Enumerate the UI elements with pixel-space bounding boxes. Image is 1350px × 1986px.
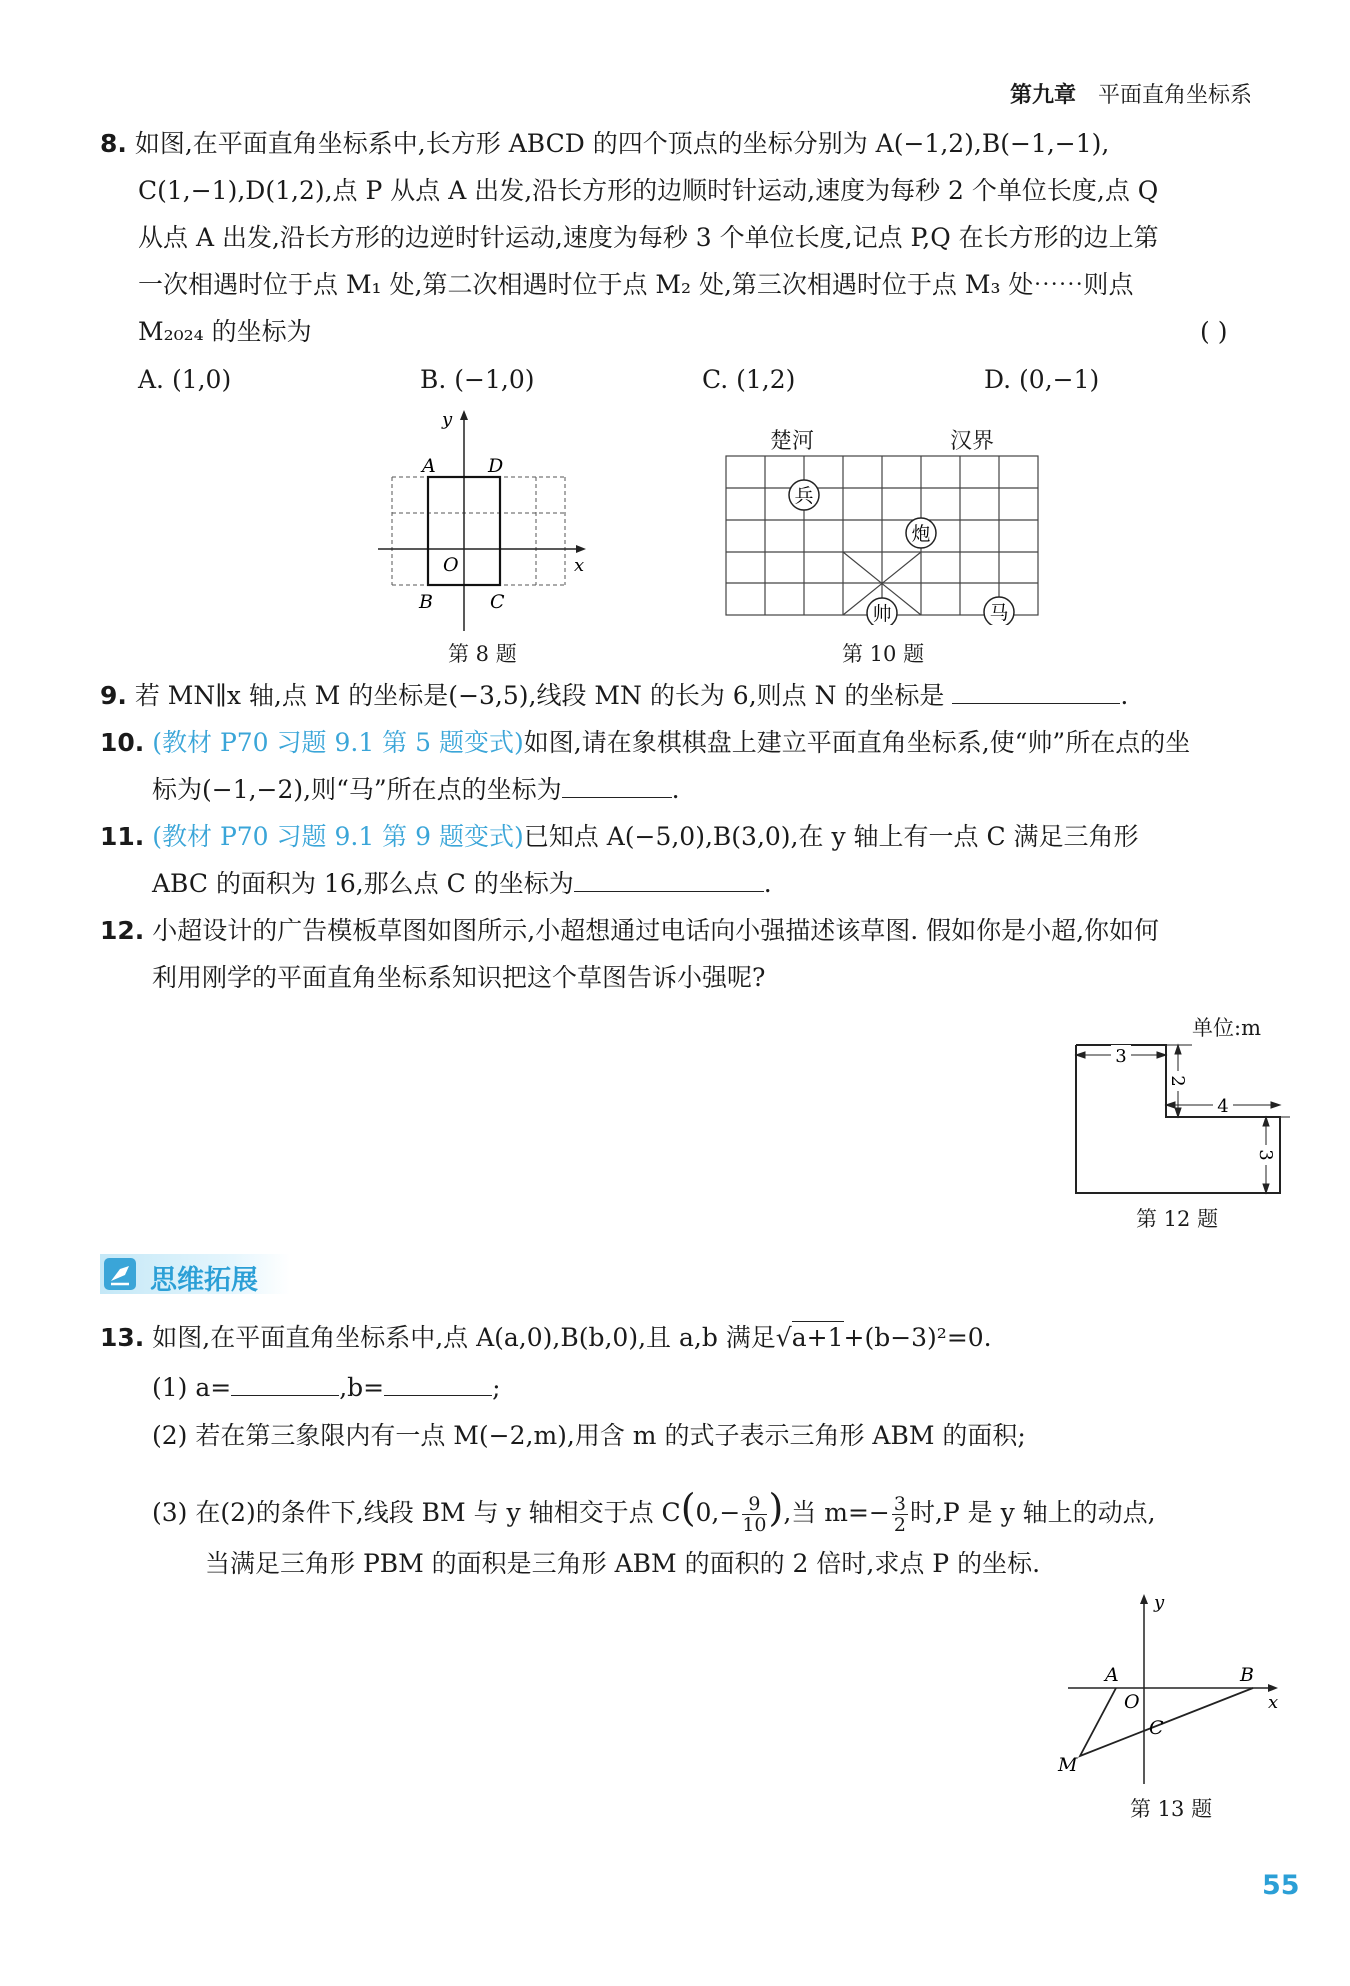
figure-13 — [1050, 1588, 1290, 1788]
svg-text:x: x — [1268, 1692, 1279, 1713]
q8-option-a: A. (1,0) — [138, 365, 232, 394]
fig12-unit: 单位:m — [1192, 1016, 1261, 1040]
piece-ma — [984, 597, 1014, 625]
q11-number: 11. — [100, 822, 145, 851]
fig8-label-c: C — [490, 591, 505, 613]
fig8-caption: 第 8 题 — [448, 642, 517, 666]
fig8-label-o: O — [443, 554, 459, 576]
piece-shuai-label: 帅 — [872, 603, 892, 625]
q8-line5: M₂₀₂₄ 的坐标为 — [138, 317, 312, 346]
sqrt-content: a+1 — [791, 1323, 844, 1352]
chapter-label: 第九章 — [1010, 83, 1077, 108]
fig12-dim-mid: 4 — [1217, 1096, 1229, 1117]
q13-part2: (2) 若在第三象限内有一点 M(−2,m),用含 m 的式子表示三角形 ABM 的面积; — [152, 1421, 1026, 1450]
fig8-label-y: y — [442, 409, 453, 430]
fig8-label-d: D — [488, 455, 504, 477]
q9-number: 9. — [100, 681, 127, 710]
page-header — [1010, 78, 1252, 109]
q8-option-c: C. (1,2) — [702, 365, 796, 394]
q8-option-b: B. (−1,0) — [420, 365, 535, 394]
q13-part3-line2: 当满足三角形 PBM 的面积是三角形 ABM 的面积的 2 倍时,求点 P 的坐标. — [205, 1549, 1041, 1578]
piece-ma-label: 马 — [989, 602, 1009, 624]
svg-text:B: B — [1240, 1664, 1254, 1686]
q12-line2: 利用刚学的平面直角坐标系知识把这个草图告诉小强呢? — [152, 963, 766, 992]
fig8-label-a: A — [422, 455, 436, 477]
q10-line1: 10. (教材 P70 习题 9.1 第 5 题变式)如图,请在象棋棋盘上建立平面直角坐标系,使“帅”所在点的坐 — [100, 728, 1191, 757]
q11-source: (教材 P70 习题 9.1 第 9 题变式) — [152, 822, 524, 851]
fig13-triangle — [1080, 1688, 1253, 1756]
q9-answer-blank[interactable] — [952, 681, 1120, 704]
q11-answer-blank[interactable] — [574, 869, 764, 892]
q12-number: 12. — [100, 916, 145, 945]
q8-line2: C(1,−1),D(1,2),点 P 从点 A 出发,沿长方形的边顺时针运动,速度为每秒 2 个单位长度,点 Q — [138, 176, 1159, 205]
fig12-dim-top: 3 — [1115, 1046, 1127, 1067]
q13-frac-3-2: $\frac{3}{2}$ — [893, 1493, 906, 1536]
piece-pao-label: 炮 — [911, 523, 931, 545]
svg-text:C: C — [1149, 1717, 1164, 1739]
q10-answer-blank[interactable] — [562, 775, 672, 798]
sqrt-sign: √ — [775, 1323, 792, 1352]
fig10-river-left: 楚河 — [770, 429, 815, 454]
fig13-caption: 第 13 题 — [1130, 1797, 1213, 1821]
q11-line2: ABC 的面积为 16,那么点 C 的坐标为 . — [152, 869, 772, 898]
q12-line1: 12. 小超设计的广告模板草图如图所示,小超想通过电话向小强描述该草图. 假如你是小超,你如何 — [100, 916, 1160, 945]
svg-text:M: M — [1058, 1754, 1078, 1776]
section-title: 思维拓展 — [150, 1265, 258, 1296]
piece-pao — [906, 518, 936, 548]
q13-part3: (3) 在(2)的条件下,线段 BM 与 y 轴相交于点 C(0,− $\frac{9}{10}$ ),当 m=− $\frac{3}{2}$ 时,P 是 y 轴上的动点, — [152, 1486, 1156, 1536]
q13-b-blank[interactable] — [384, 1373, 492, 1396]
q8-line3: 从点 A 出发,沿长方形的边逆时针运动,速度为每秒 3 个单位长度,记点 P,Q 在长方形的边上第 — [138, 223, 1159, 252]
fig10-caption: 第 10 题 — [842, 642, 925, 666]
chapter-title: 平面直角坐标系 — [1098, 83, 1253, 108]
q8-option-d: D. (0,−1) — [984, 365, 1100, 394]
svg-text:A: A — [1105, 1664, 1119, 1686]
piece-bing — [789, 480, 819, 510]
fig10-river-right: 汉界 — [950, 429, 995, 454]
q11-line1: 11. (教材 P70 习题 9.1 第 9 题变式)已知点 A(−5,0),B(3,0),在 y 轴上有一点 C 满足三角形 — [100, 822, 1139, 851]
svg-text:y: y — [1154, 1592, 1165, 1613]
fig12-dim-left: 2 — [1167, 1075, 1188, 1087]
fig8-label-x: x — [574, 555, 585, 576]
q8-line4: 一次相遇时位于点 M₁ 处,第二次相遇时位于点 M₂ 处,第三次相遇时位于点 M₃ 处⋯⋯则点 — [138, 270, 1134, 299]
q13-line1: 13. 如图,在平面直角坐标系中,点 A(a,0),B(b,0),且 a,b 满足√a+1+(b−3)²=0. — [100, 1323, 992, 1352]
q8-answer-paren: ( ) — [1200, 317, 1228, 346]
q13-a-blank[interactable] — [231, 1373, 339, 1396]
fig8-label-b: B — [419, 591, 433, 613]
figure-12 — [1068, 1035, 1293, 1200]
svg-text:O: O — [1124, 1691, 1140, 1713]
page-number: 55 — [1262, 1870, 1300, 1901]
q10-source: (教材 P70 习题 9.1 第 5 题变式) — [152, 728, 524, 757]
piece-bing-label: 兵 — [794, 485, 814, 507]
q13-number: 13. — [100, 1323, 145, 1352]
piece-shuai — [867, 598, 897, 625]
q10-number: 10. — [100, 728, 145, 757]
fig12-dim-right: 3 — [1255, 1149, 1276, 1161]
q8-line1: 8. 如图,在平面直角坐标系中,长方形 ABCD 的四个顶点的坐标分别为 A(−1,2),B(−1,−1), — [100, 129, 1110, 158]
q13-part1: (1) a= ,b= ; — [152, 1373, 501, 1402]
q8-number: 8. — [100, 129, 127, 158]
figure-8 — [370, 405, 600, 635]
q10-line2: 标为(−1,−2),则“马”所在点的坐标为 . — [152, 775, 680, 804]
q13-frac-9-10: $\frac{9}{10}$ — [742, 1493, 767, 1536]
figure-10 — [720, 450, 1045, 625]
expand-icon — [104, 1258, 138, 1292]
q9: 9. 若 MN∥x 轴,点 M 的坐标是(−3,5),线段 MN 的长为 6,则点 N 的坐标是 . — [100, 681, 1129, 710]
fig12-caption: 第 12 题 — [1136, 1207, 1219, 1231]
